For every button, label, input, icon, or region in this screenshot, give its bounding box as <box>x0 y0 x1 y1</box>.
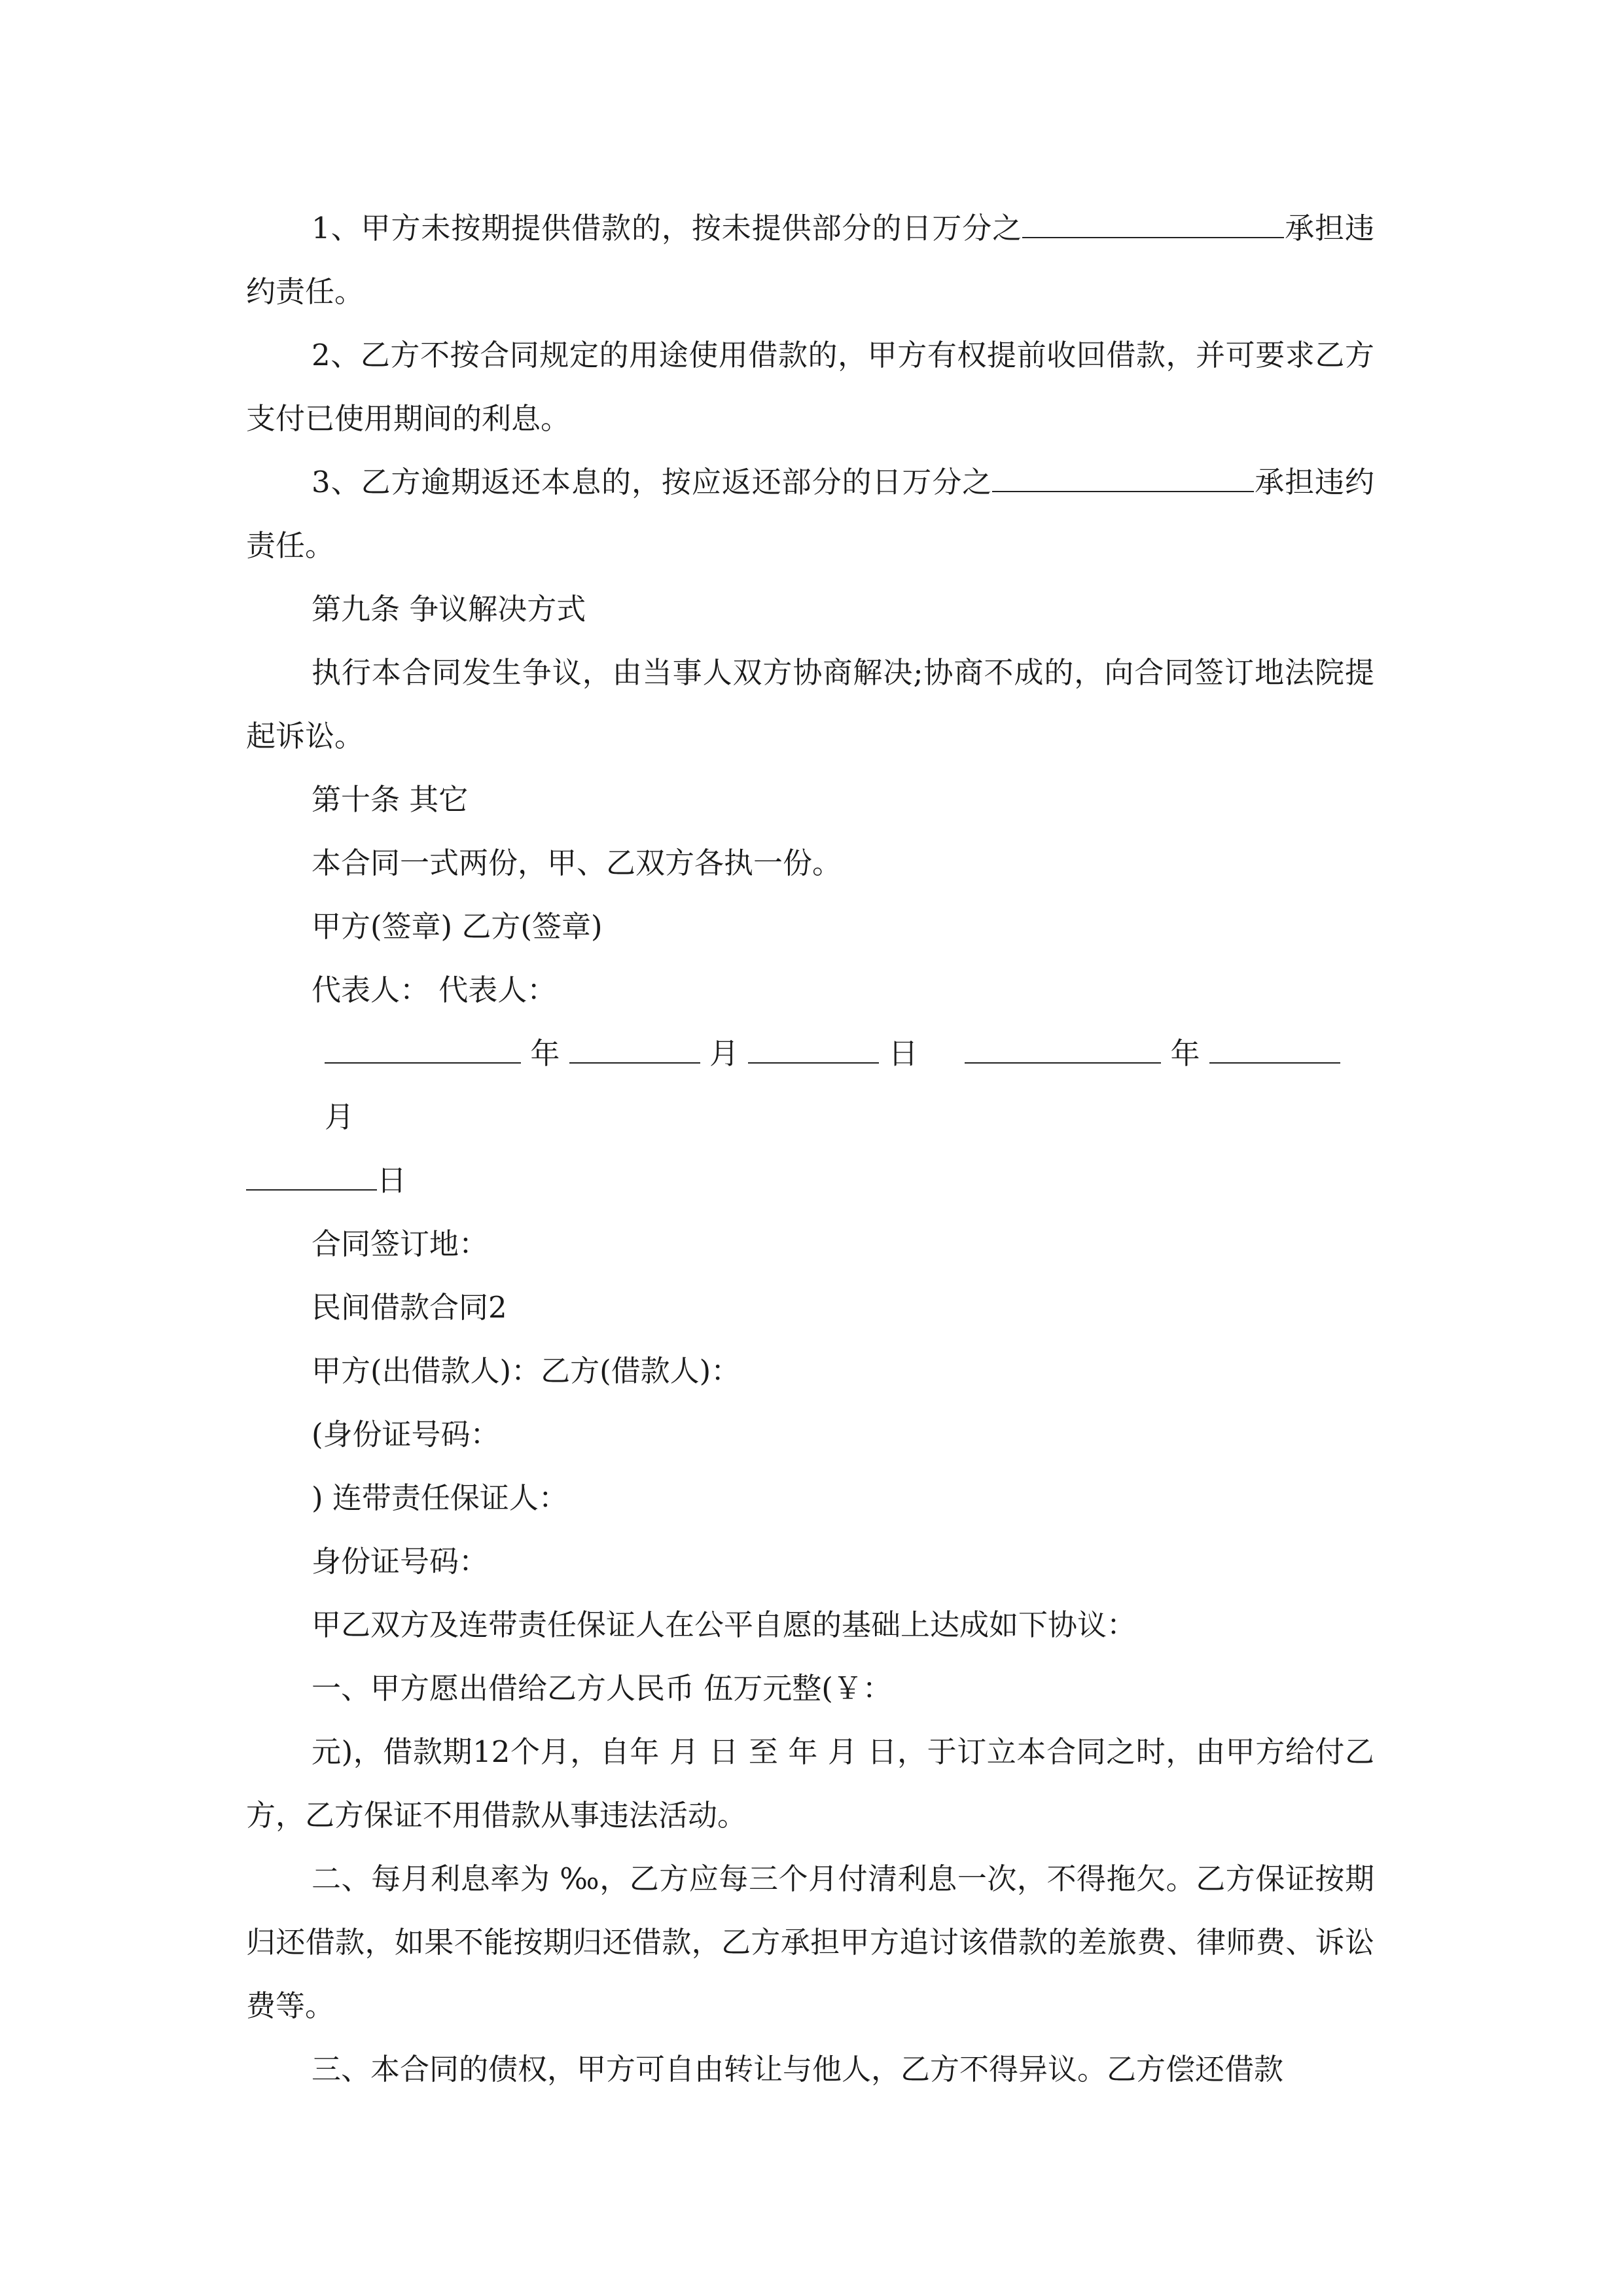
clause-3-tail: 承担违约责任。 <box>246 465 1374 563</box>
clause-3-text: 3、乙方逾期返还本息的，按应返还部分的日万分之 <box>312 465 993 499</box>
signature-dates <box>246 1022 1374 1212</box>
article-9-title: 第九条 争议解决方式 <box>312 592 586 626</box>
blank-year-2 <box>965 1036 1161 1064</box>
contract-2-item-1-body: 元)，借款期12个月，自年 月 日 至 年 月 日，于订立本合同之时，由甲方给付乙方，乙方保证不用借款从事违法活动。 <box>246 1734 1374 1833</box>
contract-2-parties: 甲方(出借款人)：乙方(借款人)： <box>312 1354 741 1388</box>
clause-1-tail: 承担违约责任。 <box>246 211 1374 309</box>
date-year-1: 年 <box>530 1036 560 1071</box>
contract-2-id-number: (身份证号码： <box>312 1417 500 1452</box>
contract-2-item-2: 二、每月利息率为 ‰，乙方应每三个月付清利息一次，不得拖欠。乙方保证按期归还借款，如果不能按期归还借款，乙方承担甲方追讨该借款的差旅费、律师费、诉讼费等。 <box>246 1861 1374 2023</box>
contract-2-guarantor-id: 身份证号码： <box>312 1544 489 1579</box>
contract-2-guarantor: ) 连带责任保证人： <box>312 1480 568 1515</box>
blank-month-2 <box>1209 1036 1340 1064</box>
clause-2: 2、乙方不按合同规定的用途使用借款的，甲方有权提前收回借款，并可要求乙方支付已使用期间的利息。 <box>246 338 1374 436</box>
representatives: 代表人： 代表人： <box>312 973 557 1007</box>
document-body <box>246 196 1374 2101</box>
signing-place: 合同签订地： <box>312 1227 489 1261</box>
date-day-1: 日 <box>888 1036 918 1071</box>
blank-day-1 <box>748 1036 879 1064</box>
contract-2-item-1-head: 一、甲方愿出借给乙方人民币 伍万元整(￥： <box>312 1671 892 1706</box>
contract-2-title: 民间借款合同2 <box>312 1290 507 1325</box>
clause-1-text: 1、甲方未按期提供借款的，按未提供部分的日万分之 <box>312 211 1023 245</box>
date-month-1: 月 <box>709 1036 739 1071</box>
article-10-title: 第十条 其它 <box>312 782 469 817</box>
blank-rate-3 <box>992 465 1254 492</box>
clause-1 <box>246 196 1374 323</box>
date-month-2: 月 <box>325 1100 355 1134</box>
blank-rate-1 <box>1022 211 1284 238</box>
date-day-2: 日 <box>377 1163 407 1198</box>
date-year-2: 年 <box>1170 1036 1200 1071</box>
blank-year-1 <box>325 1036 521 1064</box>
contract-2-agreement: 甲乙双方及连带责任保证人在公平自愿的基础上达成如下协议： <box>312 1607 1137 1642</box>
contract-2-item-3: 三、本合同的债权，甲方可自由转让与他人，乙方不得异议。乙方偿还借款 <box>312 2052 1284 2087</box>
article-10-body: 本合同一式两份，甲、乙双方各执一份。 <box>312 846 842 880</box>
blank-month-1 <box>569 1036 700 1064</box>
clause-3 <box>246 450 1374 577</box>
signature-parties: 甲方(签章) 乙方(签章) <box>312 909 603 944</box>
article-9-body: 执行本合同发生争议，由当事人双方协商解决;协商不成的，向合同签订地法院提起诉讼。 <box>246 655 1374 753</box>
blank-day-2 <box>246 1163 377 1191</box>
